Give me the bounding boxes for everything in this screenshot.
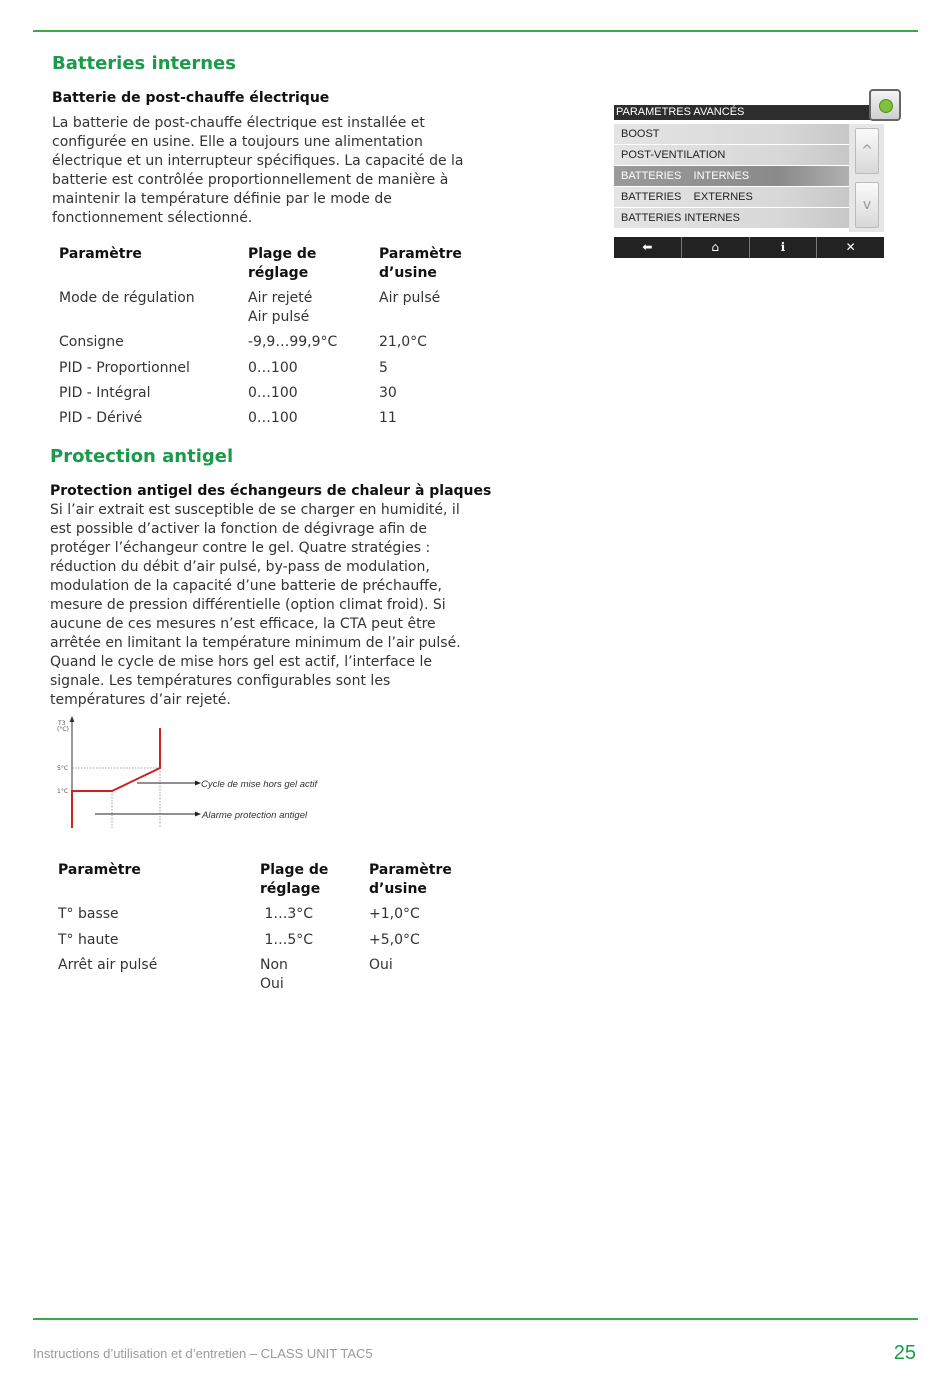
- table-cell: Consigne: [59, 334, 124, 350]
- menu-item-post-ventilation[interactable]: POST-VENTILATION: [614, 145, 849, 166]
- table-cell: Mode de régulation: [59, 290, 195, 306]
- table-row: [59, 289, 479, 333]
- menu-item-batteries-internes[interactable]: BATTERIES INTERNES: [614, 166, 849, 187]
- status-led-button[interactable]: [869, 89, 901, 121]
- scroll-up-button[interactable]: [855, 128, 879, 174]
- label-1c: 1°C: [57, 788, 69, 795]
- back-icon[interactable]: ⬅: [614, 237, 682, 258]
- table-cell: 5: [379, 360, 388, 376]
- table-row: [59, 359, 479, 384]
- table-cell: PID - Intégral: [59, 385, 151, 401]
- led-icon: [879, 99, 893, 113]
- table-cell: Arrêt air pulsé: [58, 957, 158, 973]
- table-cell: T° haute: [58, 932, 119, 948]
- table-row: [59, 333, 479, 359]
- tools-icon[interactable]: ✕: [845, 240, 856, 254]
- table-row: [58, 956, 478, 1000]
- table-cell: 1…3°C: [260, 906, 314, 922]
- table-cell: 1…5°C: [260, 932, 314, 948]
- table-cell: 21,0°C: [379, 334, 427, 350]
- label-5c: 5°C: [57, 765, 69, 772]
- table-cell: 0…100: [248, 410, 298, 426]
- screen-title: PARAMETRES AVANCÉS: [614, 105, 872, 120]
- bottom-rule: [33, 1318, 918, 1320]
- menu-item-boost[interactable]: BOOST: [614, 124, 849, 145]
- table-cell: 11: [379, 410, 397, 426]
- axis-label-t3: T3: [58, 720, 66, 727]
- footer-text: Instructions d’utilisation et d’entretien – CLASS UNIT TAC5: [33, 1346, 373, 1361]
- menu-item-batteries-externes[interactable]: BATTERIES EXTERNES: [614, 187, 849, 208]
- section-title-antigel: Protection antigel: [50, 446, 234, 467]
- table-header-cell: Paramètre: [59, 246, 142, 262]
- menu-item-batteries-internes-2[interactable]: BATTERIES INTERNES: [614, 208, 849, 229]
- subtitle-antigel: Protection antigel des échangeurs de chaleur à plaques: [50, 483, 492, 499]
- paragraph-antigel: Si l’air extrait est susceptible de se charger en humidité, il est possible d’activer la fonction de dégivrage afin de protéger l’échangeur contre le gel. Quatre stratégies : réduction du débit d’air pulsé, by-pass de modulation, modulation de la capacité d’une batterie de préchauffe, mesure de pression différentielle (option climat froid). Si aucune de ces mesures n’est efficace, la CTA peut être arrêtée en limitant la température minimum de l’air pulsé. Quand le cycle de mise hors gel est actif, l’interface le signale. Les températures configurables sont les températures d’air rejeté.: [50, 502, 461, 708]
- menu-list: [614, 124, 849, 229]
- paragraph-batteries: La batterie de post-chauffe électrique est installée et configurée en usine. Elle a toujours une alimentation électrique et un interrupteur spécifiques. La capacité de la batterie est contrôlée proportionnellement de manière à maintenir la température définie par le mode de fonctionnement sélectionné.: [52, 115, 464, 226]
- table-cell: 0…100: [248, 360, 298, 376]
- table-row: [59, 409, 479, 434]
- table-row: [58, 905, 478, 931]
- table-cell: PID - Dérivé: [59, 410, 143, 426]
- label-alarm: Alarme protection antigel: [202, 810, 308, 821]
- subtitle-post-chauffe: Batterie de post-chauffe électrique: [52, 90, 330, 106]
- table-header-row: [59, 245, 479, 289]
- table-header-cell: Paramètre d’usine: [369, 862, 452, 897]
- axis-label-unit: (°C): [57, 726, 69, 733]
- section-title-batteries: Batteries internes: [52, 53, 236, 74]
- table-cell: 30: [379, 385, 397, 401]
- chevron-up-icon: ^: [861, 143, 873, 159]
- table-header-cell: Plage de réglage: [248, 246, 317, 281]
- table-antigel: [58, 861, 478, 1000]
- table-cell: PID - Proportionnel: [59, 360, 190, 376]
- scroll-down-button[interactable]: [855, 182, 879, 228]
- table-batteries: [59, 245, 479, 434]
- table-cell: 0…100: [248, 385, 298, 401]
- arrow-alarm-head-icon: [195, 812, 201, 817]
- table-header-cell: Paramètre d’usine: [379, 246, 462, 281]
- table-cell: +5,0°C: [369, 932, 420, 948]
- table-row: [59, 384, 479, 409]
- scrollbar: [849, 124, 884, 232]
- home-icon[interactable]: ⌂: [682, 237, 750, 258]
- table-row: [58, 931, 478, 956]
- table-cell: Air pulsé: [379, 290, 441, 306]
- table-header-cell: Paramètre: [58, 862, 141, 878]
- table-header-cell: Plage de réglage: [260, 862, 329, 897]
- table-cell: +1,0°C: [369, 906, 420, 922]
- info-icon[interactable]: ℹ: [750, 237, 818, 258]
- table-cell: T° basse: [58, 906, 119, 922]
- controller-screen: [614, 88, 902, 260]
- table-cell: Air rejeté Air pulsé: [248, 290, 313, 325]
- table-cell: -9,9…99,9°C: [248, 334, 338, 350]
- chevron-down-icon: v: [862, 197, 872, 213]
- page-number: 25: [893, 1342, 916, 1364]
- table-header-row: [58, 861, 478, 905]
- antigel-diagram: [52, 716, 352, 831]
- table-cell: Oui: [369, 957, 393, 973]
- screen-bottom-bar: [614, 237, 884, 258]
- top-rule: [33, 30, 918, 32]
- label-cycle: Cycle de mise hors gel actif: [201, 779, 318, 790]
- temperature-curve: [72, 728, 160, 828]
- table-cell: Non Oui: [260, 957, 288, 992]
- y-axis-arrow-icon: [70, 716, 75, 722]
